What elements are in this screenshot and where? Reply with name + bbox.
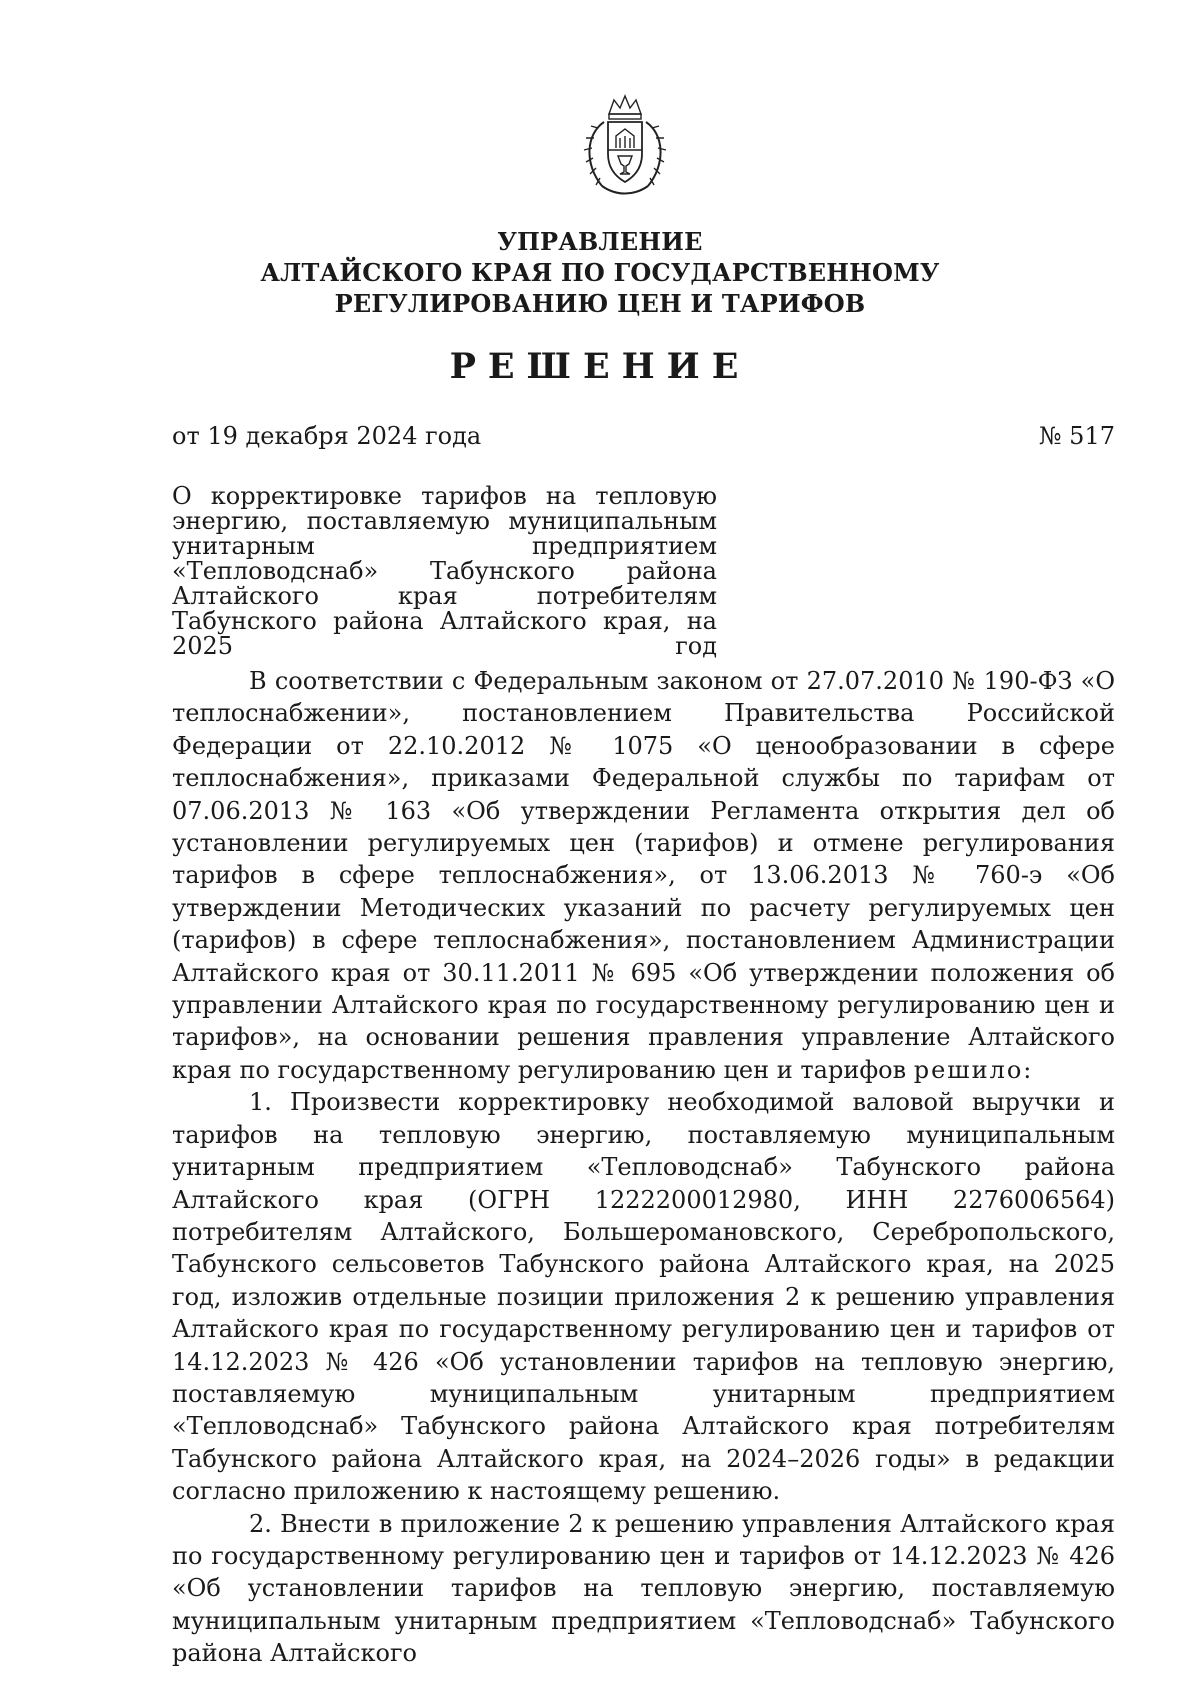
item-2-paragraph: 2. Внести в приложение 2 к решению управления Алтайского края по государственному регулированию цен и тарифов от 14.12.2023 № 426 «Об установлении тарифов на тепловую энергию, поставляемую муниципальным унитарным предприятием «Тепловодснаб» Табунского района Алтайского bbox=[172, 1509, 1115, 1668]
document-subject-text: О корректировке тарифов на тепловую энергию, поставляемую муниципальным унитарным предприятием «Тепловодснаб» Табунского района Алтайского края потребителям Табунского района Алтайского края, на 2025 год bbox=[172, 482, 717, 660]
preamble-paragraph bbox=[172, 665, 1115, 1086]
preamble-text: В соответствии с Федеральным законом от 27.07.2010 № 190-ФЗ «О теплоснабжении», постановлением Правительства Российской Федерации от 22.10.2012 № 1075 «О ценообразовании в сфере теплоснабжения», приказами Федеральной службы по тарифам от 07.06.2013 № 163 «Об утверждении Регламента открытия дел об установлении регулируемых цен (тарифов) и отмене регулирования тарифов в сфере теплоснабжения», от 13.06.2013 № 760-э «Об утверждении Методических указаний по расчету регулируемых цен (тарифов) в сфере теплоснабжения», постановлением Администрации Алтайского края от 30.11.2011 № 695 «Об утверждении положения об управлении Алтайского края по государственному регулированию цен и тарифов», на основании решения правления управление Алтайского края по государственному регулированию цен и тарифов bbox=[172, 667, 1115, 1084]
document-number: № 517 bbox=[1038, 422, 1115, 450]
agency-line-1: УПРАВЛЕНИЕ bbox=[497, 227, 703, 256]
agency-line-2: АЛТАЙСКОГО КРАЯ ПО ГОСУДАРСТВЕННОМУ bbox=[260, 258, 940, 287]
agency-header bbox=[200, 226, 1000, 319]
agency-line-3: РЕГУЛИРОВАНИЮ ЦЕН И ТАРИФОВ bbox=[334, 289, 866, 318]
altai-krai-coat-of-arms-icon bbox=[576, 92, 674, 200]
item-1-paragraph: 1. Произвести корректировку необходимой валовой выручки и тарифов на тепловую энергию, поставляемую муниципальным унитарным предприятием «Тепловодснаб» Табунского района Алтайского края (ОГРН 1222200012980, ИНН 2276006564) потребителям Алтайского, Большеромановского, Серебропольского, Табунского сельсоветов Табунского района Алтайского края, на 2025 год, изложив отдельные позиции приложения 2 к решению управления Алтайского края по государственному регулированию цен и тарифов от 14.12.2023 № 426 «Об установлении тарифов на тепловую энергию, поставляемую муниципальным унитарным предприятием «Тепловодснаб» Табунского района Алтайского края потребителям Табунского района Алтайского края, на 2024–2026 годы» в редакции согласно приложению к настоящему решению. bbox=[172, 1088, 1115, 1506]
document-subject bbox=[172, 484, 717, 659]
document-title: РЕШЕНИЕ bbox=[449, 346, 751, 387]
document-date: от 19 декабря 2024 года bbox=[172, 422, 482, 450]
document-body bbox=[172, 665, 1115, 1670]
preamble-decision-verb: решило: bbox=[913, 1055, 1034, 1084]
